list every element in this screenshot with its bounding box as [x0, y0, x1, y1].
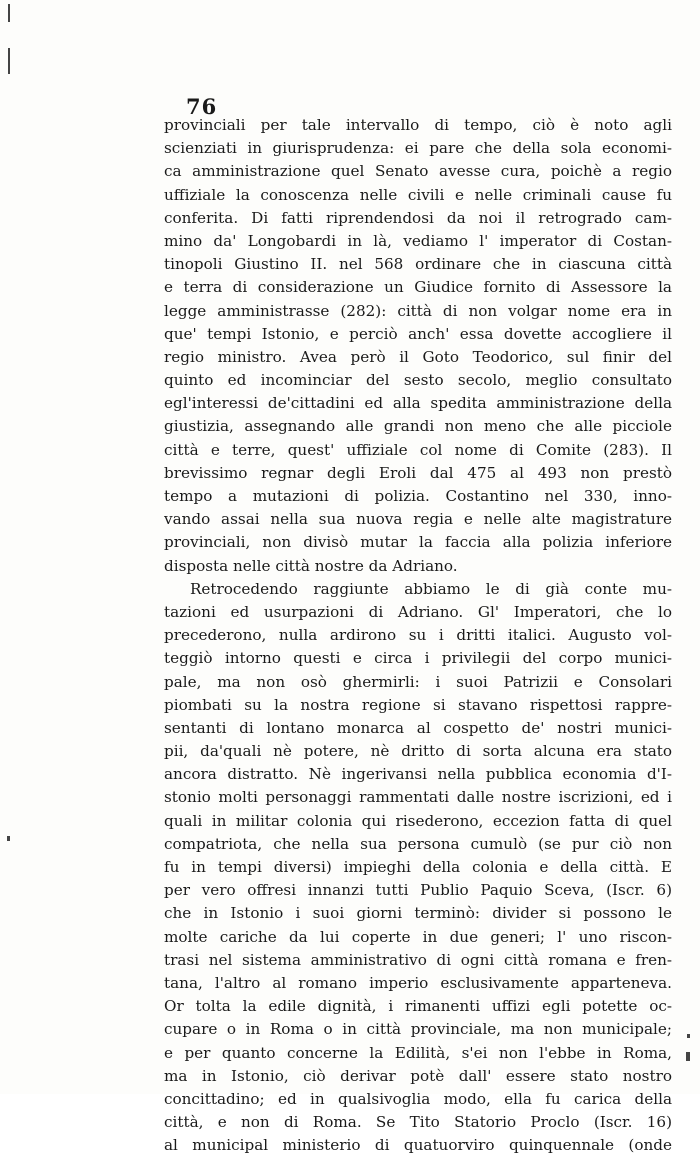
text-line: concittadino; ed in qualsivoglia modo, ella fu carica della	[164, 1089, 672, 1108]
text-line: pii, da'quali nè potere, nè dritto di sorta alcuna era stato	[164, 742, 672, 761]
text-line: cupare o in Roma o in città provinciale, ma non municipale;	[164, 1020, 672, 1039]
left-edge-mark	[8, 48, 10, 74]
left-edge-mark	[8, 4, 10, 22]
text-line: e terra di considerazione un Giudice fornito di Assessore la	[164, 278, 672, 297]
text-line: ca amministrazione quel Senato avesse cura, poichè a regio	[164, 162, 672, 181]
text-line: città, e non di Roma. Se Tito Statorio Proclo (Iscr. 16)	[164, 1113, 672, 1132]
text-line: ancora distratto. Nè ingerivansi nella pubblica economia d'I-	[164, 765, 672, 784]
text-line: al municipal ministerio di quatuorviro quinquennale (onde	[164, 1136, 672, 1155]
text-line: tana, l'altro al romano imperio esclusivamente apparteneva.	[164, 973, 672, 992]
text-line: regio ministro. Avea però il Goto Teodorico, sul finir del	[164, 347, 672, 366]
text-line: tinopoli Giustino II. nel 568 ordinare che in ciascuna città	[164, 255, 672, 274]
text-line: egl'interessi de'cittadini ed alla spedita amministrazione della	[164, 394, 672, 413]
text-line: città e terre, quest' uffiziale col nome di Comite (283). Il	[164, 440, 672, 459]
page-number: 76	[186, 94, 218, 119]
text-line: per vero offresi innanzi tutti Publio Paquio Sceva, (Iscr. 6)	[164, 881, 672, 900]
text-line: molte cariche da lui coperte in due generi; l' uno riscon-	[164, 927, 672, 946]
text-line: Or tolta la edile dignità, i rimanenti uffizi egli potette oc-	[164, 997, 672, 1016]
body-text	[164, 114, 672, 1157]
text-line: vando assai nella sua nuova regia e nelle alte magistrature	[164, 510, 672, 529]
text-line: scienziati in giurisprudenza: ei pare che della sola economi-	[164, 139, 672, 158]
text-line: legge amministrasse (282): città di non volgar nome era in	[164, 301, 672, 320]
text-line: pale, ma non osò ghermirli: i suoi Patrizii e Consolari	[164, 672, 672, 691]
text-line: compatriota, che nella sua persona cumulò (se pur ciò non	[164, 834, 672, 853]
text-line: brevissimo regnar degli Eroli dal 475 al 493 non prestò	[164, 463, 672, 482]
text-line: Retrocedendo raggiunte abbiamo le di già conte mu-	[190, 579, 672, 598]
text-line: que' tempi Istonio, e perciò anch' essa dovette accogliere il	[164, 324, 672, 343]
text-line: giustizia, assegnando alle grandi non meno che alle picciole	[164, 417, 672, 436]
text-line: ma in Istonio, ciò derivar potè dall' essere stato nostro	[164, 1066, 672, 1085]
left-edge-mark	[7, 836, 10, 841]
text-line: mino da' Longobardi in là, vediamo l' imperator di Costan-	[164, 231, 672, 250]
text-line: e per quanto concerne la Edilità, s'ei non l'ebbe in Roma,	[164, 1043, 672, 1062]
text-line: fu in tempi diversi) impieghi della colonia e della città. E	[164, 858, 672, 876]
text-line: uffiziale la conoscenza nelle civili e nelle criminali cause fu	[164, 185, 672, 204]
text-line: stonio molti personaggi rammentati dalle nostre iscrizioni, ed i	[164, 788, 672, 807]
text-line: conferita. Di fatti riprendendosi da noi il retrogrado cam-	[164, 208, 672, 227]
text-line: disposta nelle città nostre da Adriano.	[164, 556, 458, 575]
text-line: teggiò intorno questi e circa i privilegii del corpo munici-	[164, 649, 672, 668]
text-line: quinto ed incominciar del sesto secolo, meglio consultato	[164, 371, 672, 390]
text-line: precederono, nulla ardirono su i dritti italici. Augusto vol-	[164, 626, 672, 645]
text-line: che in Istonio i suoi giorni terminò: divider si possono le	[164, 904, 672, 923]
text-line: quali in militar colonia qui risederono, eccezion fatta di quel	[164, 811, 672, 830]
text-line: tazioni ed usurpazioni di Adriano. Gl' Imperatori, che lo	[164, 602, 672, 621]
text-line: provinciali per tale intervallo di tempo, ciò è noto agli	[164, 116, 672, 134]
text-line: piombati su la nostra regione si stavano rispettosi rappre-	[164, 695, 672, 714]
text-line: tempo a mutazioni di polizia. Costantino nel 330, inno-	[164, 487, 672, 505]
text-line: provinciali, non divisò mutar la faccia alla polizia inferiore	[164, 533, 672, 552]
text-line: sentanti di lontano monarca al cospetto de' nostri munici-	[164, 718, 672, 737]
right-edge-mark	[687, 1034, 690, 1038]
text-line: trasi nel sistema amministrativo di ogni città romana e fren-	[164, 950, 672, 969]
right-edge-mark	[686, 1052, 690, 1061]
